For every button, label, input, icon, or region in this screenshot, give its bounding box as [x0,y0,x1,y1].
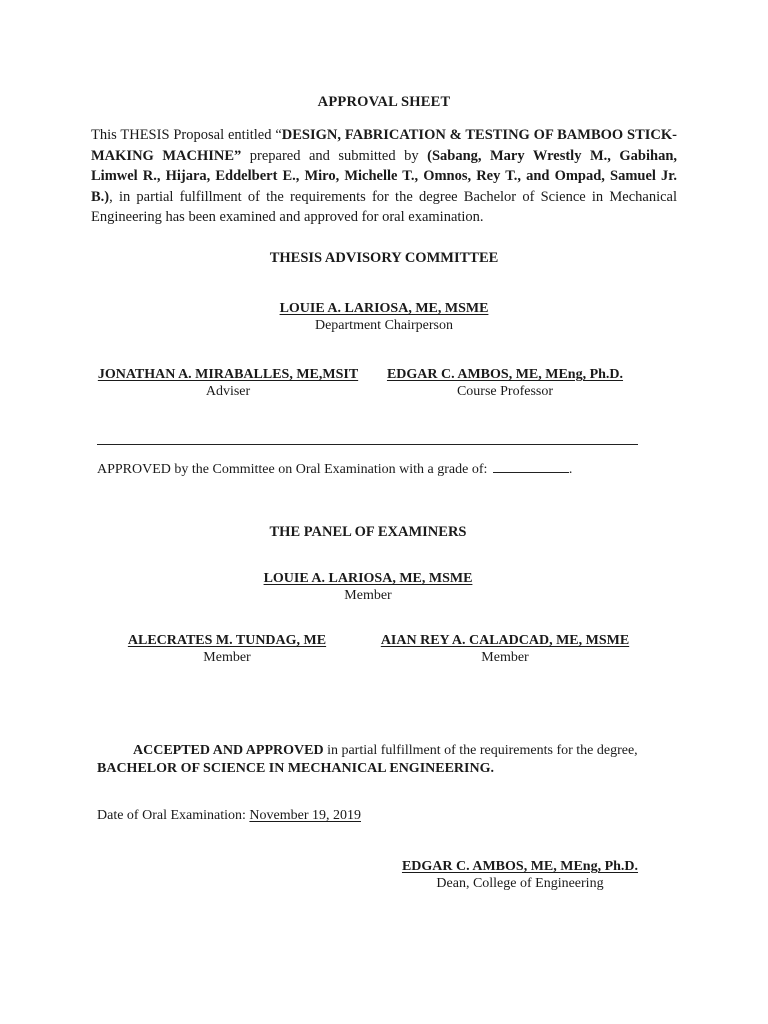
approved-end: . [568,462,573,477]
approved-text: APPROVED by the Committee on Oral Examination with a grade of: [97,462,491,477]
signature-panel-member-3 [355,632,655,666]
intro-text-2: prepared and submitted by [241,147,428,164]
degree-name: BACHELOR OF SCIENCE IN MECHANICAL ENGINEERING. [97,761,494,776]
course-professor-role: Course Professor [456,384,554,399]
course-professor-name: EDGAR C. AMBOS, ME, MEng, Ph.D. [386,367,624,382]
intro-text-3: , in partial fulfillment of the requirements for the degree Bachelor of Science in Mechanical Engineering has been examined and approved for oral examination. [91,188,677,225]
dean-role: Dean, College of Engineering [436,876,604,891]
thesis-title: DESIGN, FABRICATION & TESTING OF BAMBOO STICK-MAKING MACHINE” [91,127,677,164]
advisory-heading: THESIS ADVISORY COMMITTEE [269,250,499,266]
date-label: Date of Oral Examination: [97,808,250,823]
intro-paragraph [91,125,677,228]
panel-member-2-role: Member [203,650,251,665]
panel-member-3-name: AIAN REY A. CALADCAD, ME, MSME [380,633,630,648]
adviser-role: Adviser [205,384,251,399]
accepted-paragraph [97,742,677,778]
panel-member-3-role: Member [481,650,529,665]
signature-panel-member-2 [82,632,372,666]
authors: (Sabang, Mary Wrestly M., Gabihan, Limwel R., Hijara, Eddelbert E., Miro, Michelle T., Omnos, Rey T., and Ompad, Samuel Jr. B.) [91,147,678,205]
panel-member-1-name: LOUIE A. LARIOSA, ME, MSME [263,571,473,586]
dean-name: EDGAR C. AMBOS, ME, MEng, Ph.D. [401,859,639,874]
accepted-text: in partial fulfillment of the requirements for the degree, [323,743,638,758]
approved-grade-line [97,460,572,478]
grade-blank-line [493,460,569,473]
chairperson-role: Department Chairperson [314,318,453,333]
panel-member-2-name: ALECRATES M. TUNDAG, ME [127,633,327,648]
date-value: November 19, 2019 [249,808,361,823]
signature-panel-member-1 [168,570,568,604]
panel-heading: THE PANEL OF EXAMINERS [269,524,467,540]
signature-course-professor [355,366,655,400]
page-title: APPROVAL SHEET [317,94,451,110]
panel-member-1-role: Member [344,588,392,603]
intro-text-1: This THESIS Proposal entitled “ [91,127,282,143]
signature-chairperson [184,300,584,334]
adviser-name: JONATHAN A. MIRABALLES, ME,MSIT [97,367,359,382]
accepted-bold: ACCEPTED AND APPROVED [133,743,324,758]
signature-adviser [78,366,378,400]
separator-line [97,444,638,445]
chairperson-name: LOUIE A. LARIOSA, ME, MSME [279,301,489,316]
oral-exam-date-line [97,808,361,824]
signature-dean [370,858,670,892]
